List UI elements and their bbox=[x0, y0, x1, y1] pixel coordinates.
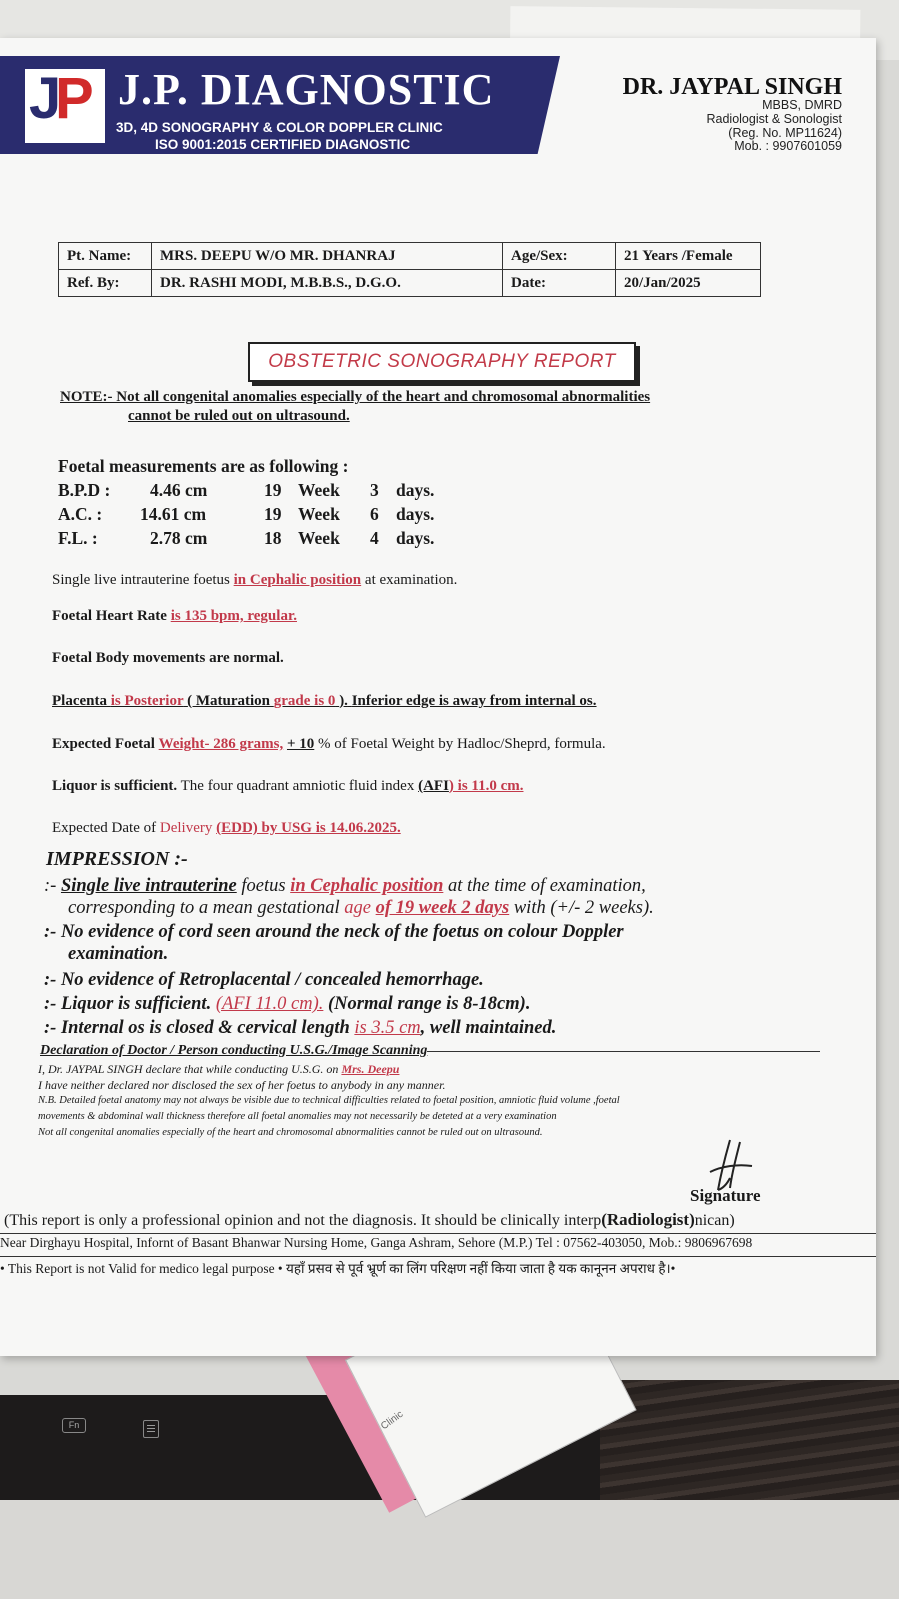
age-sex-label: Age/Sex: bbox=[503, 243, 616, 270]
clinic-logo bbox=[22, 66, 108, 146]
finding-highlight: ) is 11.0 cm. bbox=[448, 778, 524, 794]
impression-text: at the time of examination, bbox=[447, 876, 646, 896]
measurement-days-word: days. bbox=[396, 480, 435, 500]
ref-by: DR. RASHI MODI, M.B.B.S., D.G.O. bbox=[152, 270, 503, 297]
impression-line: :- No evidence of Retroplacental / concealed hemorrhage. bbox=[44, 970, 484, 990]
footer-rule bbox=[0, 1233, 876, 1234]
finding-placenta bbox=[52, 693, 597, 710]
finding-weight bbox=[52, 736, 606, 753]
menu-key-icon bbox=[143, 1420, 159, 1438]
impression-text: :- bbox=[44, 876, 57, 896]
measurement-weeks: 19 bbox=[264, 504, 282, 524]
finding-text: ). bbox=[339, 693, 348, 709]
impression-title: IMPRESSION :- bbox=[46, 848, 188, 870]
fn-key-icon: Fn bbox=[62, 1418, 86, 1433]
finding-text: ( Maturation bbox=[187, 693, 271, 709]
measurement-days: 4 bbox=[370, 528, 379, 548]
finding-text: (AFI bbox=[418, 778, 449, 794]
date-label: Date: bbox=[503, 270, 616, 297]
finding-text: Single live intrauterine foetus bbox=[52, 572, 230, 588]
finding-text: Inferior edge is away from internal os. bbox=[351, 693, 597, 709]
measurement-value: 14.61 cm bbox=[140, 504, 207, 524]
report-sheet bbox=[0, 38, 876, 1356]
finding-liquor bbox=[52, 778, 523, 795]
measurement-weeks: 18 bbox=[264, 528, 282, 548]
measurement-days: 6 bbox=[370, 504, 379, 524]
patient-name-label: Pt. Name: bbox=[59, 243, 152, 270]
finding-highlight: grade is 0 bbox=[273, 693, 336, 709]
finding-text: Foetal Heart Rate bbox=[52, 608, 167, 624]
impression-line bbox=[44, 1018, 556, 1038]
impression-text: corresponding to a mean gestational bbox=[68, 898, 340, 918]
finding-text: % of Foetal Weight by Hadloc/Sheprd, formula. bbox=[318, 736, 606, 752]
impression-text: , well maintained. bbox=[420, 1018, 557, 1038]
measurements-title: Foetal measurements are as following : bbox=[58, 456, 349, 476]
impression-highlight: age bbox=[344, 898, 371, 918]
radiologist-label: (Radiologist) bbox=[601, 1210, 695, 1229]
measurement-label: A.C. : bbox=[58, 504, 103, 524]
measurement-weeks: 19 bbox=[264, 480, 282, 500]
declaration-title: Declaration of Doctor / Person conducting U.S.G./Image Scanning bbox=[40, 1043, 428, 1058]
report-date: 20/Jan/2025 bbox=[616, 270, 761, 297]
finding-text: The four quadrant amniotic fluid index bbox=[180, 778, 415, 794]
impression-highlight: in Cephalic position bbox=[290, 876, 444, 896]
impression-text: :- Liquor is sufficient. bbox=[44, 994, 212, 1014]
ref-by-label: Ref. By: bbox=[59, 270, 152, 297]
finding-text: Foetal Body movements bbox=[52, 650, 206, 666]
declaration-text: I, Dr. JAYPAL SINGH declare that while conducting U.S.G. on bbox=[38, 1062, 339, 1076]
measurement-value: 4.46 cm bbox=[150, 480, 208, 500]
impression-text: (Normal range is 8-18cm). bbox=[327, 994, 531, 1014]
report-title: OBSTETRIC SONOGRAPHY REPORT bbox=[268, 351, 616, 372]
anomaly-note bbox=[60, 388, 760, 426]
impression-text: foetus bbox=[241, 876, 286, 896]
doctor-name: DR. JAYPAL SINGH bbox=[622, 74, 842, 100]
measurement-week-word: Week bbox=[298, 528, 340, 548]
declaration-line: N.B. Detailed foetal anatomy may not always be visible due to technical difficulties related to foetal position, amniotic fluid volume ,foetal bbox=[38, 1095, 620, 1106]
measurement-week-word: Week bbox=[298, 504, 340, 524]
finding-movements bbox=[52, 650, 284, 667]
finding-highlight: Delivery bbox=[159, 820, 213, 836]
note-line-1: NOTE:- Not all congenital anomalies especially of the heart and chromosomal abnormalities bbox=[60, 389, 651, 405]
finding-text: Expected Foetal bbox=[52, 736, 155, 752]
impression-line: :- No evidence of cord seen around the neck of the foetus on colour Doppler bbox=[44, 922, 624, 942]
finding-text: at examination. bbox=[364, 572, 458, 588]
doctor-reg: (Reg. No. MP11624) bbox=[728, 126, 842, 140]
impression-text: with (+/- 2 weeks). bbox=[513, 898, 654, 918]
declaration-line: I have neither declared nor disclosed the sex of her foetus to anybody in any manner. bbox=[38, 1078, 446, 1092]
signature-label: Signature bbox=[690, 1186, 761, 1205]
impression-line bbox=[44, 876, 646, 896]
finding-edd bbox=[52, 820, 401, 837]
clinic-subtitle: 3D, 4D SONOGRAPHY & COLOR DOPPLER CLINIC bbox=[116, 120, 443, 135]
logo-letter-p: P bbox=[55, 66, 94, 131]
finding-live-foetus bbox=[52, 572, 457, 589]
finding-highlight: Weight- 286 grams, bbox=[158, 736, 284, 752]
declaration-line: movements & abdominal wall thickness therefore all foetal anomalies may not necessarily be deteted at a very examination bbox=[38, 1111, 557, 1122]
finding-highlight: (EDD) by USG is 14.06.2025. bbox=[216, 820, 401, 836]
impression-highlight: (AFI 11.0 cm). bbox=[215, 994, 324, 1014]
doctor-degree: MBBS, DMRD bbox=[762, 98, 842, 112]
doctor-mobile: Mob. : 9907601059 bbox=[734, 139, 842, 153]
finding-text: Placenta bbox=[52, 693, 107, 709]
measurement-value: 2.78 cm bbox=[150, 528, 208, 548]
footer-rule bbox=[0, 1256, 876, 1257]
clinic-name: J.P. DIAGNOSTIC bbox=[118, 65, 495, 114]
measurement-days: 3 bbox=[370, 480, 379, 500]
measurement-label: B.P.D : bbox=[58, 480, 111, 500]
clinic-address: Near Dirghayu Hospital, Infornt of Basant Bhanwar Nursing Home, Ganga Ashram, Sehore (M.P.) Tel : 07562-403050, Mob.: 9806967698 bbox=[0, 1235, 753, 1250]
finding-text: Liquor is sufficient. bbox=[52, 778, 178, 794]
legal-note: • This Report is not Valid for medico legal purpose • यहाँ प्रसव से पूर्व भ्रूर्ण का लिंग परिक्षण नहीं किया जाता है यक कानूनन अपराध है।• bbox=[0, 1261, 676, 1276]
age-sex: 21 Years /Female bbox=[616, 243, 761, 270]
finding-text: Expected Date of bbox=[52, 820, 157, 836]
clinic-certification: ISO 9001:2015 CERTIFIED DIAGNOSTIC bbox=[155, 137, 411, 152]
measurement-week-word: Week bbox=[298, 480, 340, 500]
declaration-line: Not all congenital anomalies especially of the heart and chromosomal abnormalities cannot be ruled out on ultrasound. bbox=[38, 1127, 543, 1138]
footer-text: nican) bbox=[694, 1212, 735, 1229]
report-title-box bbox=[248, 342, 636, 382]
declaration-line bbox=[38, 1062, 399, 1077]
impression-line: examination. bbox=[68, 944, 169, 964]
logo-letter-j: J bbox=[29, 66, 62, 131]
measurement-days-word: days. bbox=[396, 528, 435, 548]
doctor-role: Radiologist & Sonologist bbox=[706, 112, 842, 126]
table-surface bbox=[0, 1500, 899, 1599]
impression-line bbox=[44, 994, 530, 1014]
patient-table bbox=[58, 242, 761, 297]
table-row bbox=[59, 270, 761, 297]
footer-text: (This report is only a professional opinion and not the diagnosis. It should be clinically interp bbox=[4, 1212, 602, 1229]
patient-name: MRS. DEEPU W/O MR. DHANRAJ bbox=[152, 243, 503, 270]
measurement-label: F.L. : bbox=[58, 528, 98, 548]
table-row bbox=[59, 243, 761, 270]
measurement-days-word: days. bbox=[396, 504, 435, 524]
impression-highlight: of 19 week 2 days bbox=[375, 898, 510, 918]
finding-highlight: is Posterior bbox=[110, 693, 184, 709]
opinion-disclaimer bbox=[4, 1210, 735, 1230]
finding-highlight: is 135 bpm, regular. bbox=[170, 608, 297, 624]
declaration-highlight: Mrs. Deepu bbox=[341, 1062, 400, 1076]
finding-highlight: in Cephalic position bbox=[233, 572, 362, 588]
impression-text: :- Internal os is closed & cervical length bbox=[44, 1018, 350, 1038]
impression-line bbox=[68, 898, 654, 918]
impression-highlight: is 3.5 cm bbox=[354, 1018, 421, 1038]
other-paper-text: Clinic bbox=[379, 1408, 406, 1433]
finding-text: are normal. bbox=[209, 650, 284, 666]
finding-text: + 10 bbox=[286, 736, 315, 752]
impression-text: Single live intrauterine bbox=[60, 876, 237, 896]
finding-heart-rate bbox=[52, 608, 297, 625]
note-line-2: cannot be ruled out on ultrasound. bbox=[128, 408, 350, 424]
